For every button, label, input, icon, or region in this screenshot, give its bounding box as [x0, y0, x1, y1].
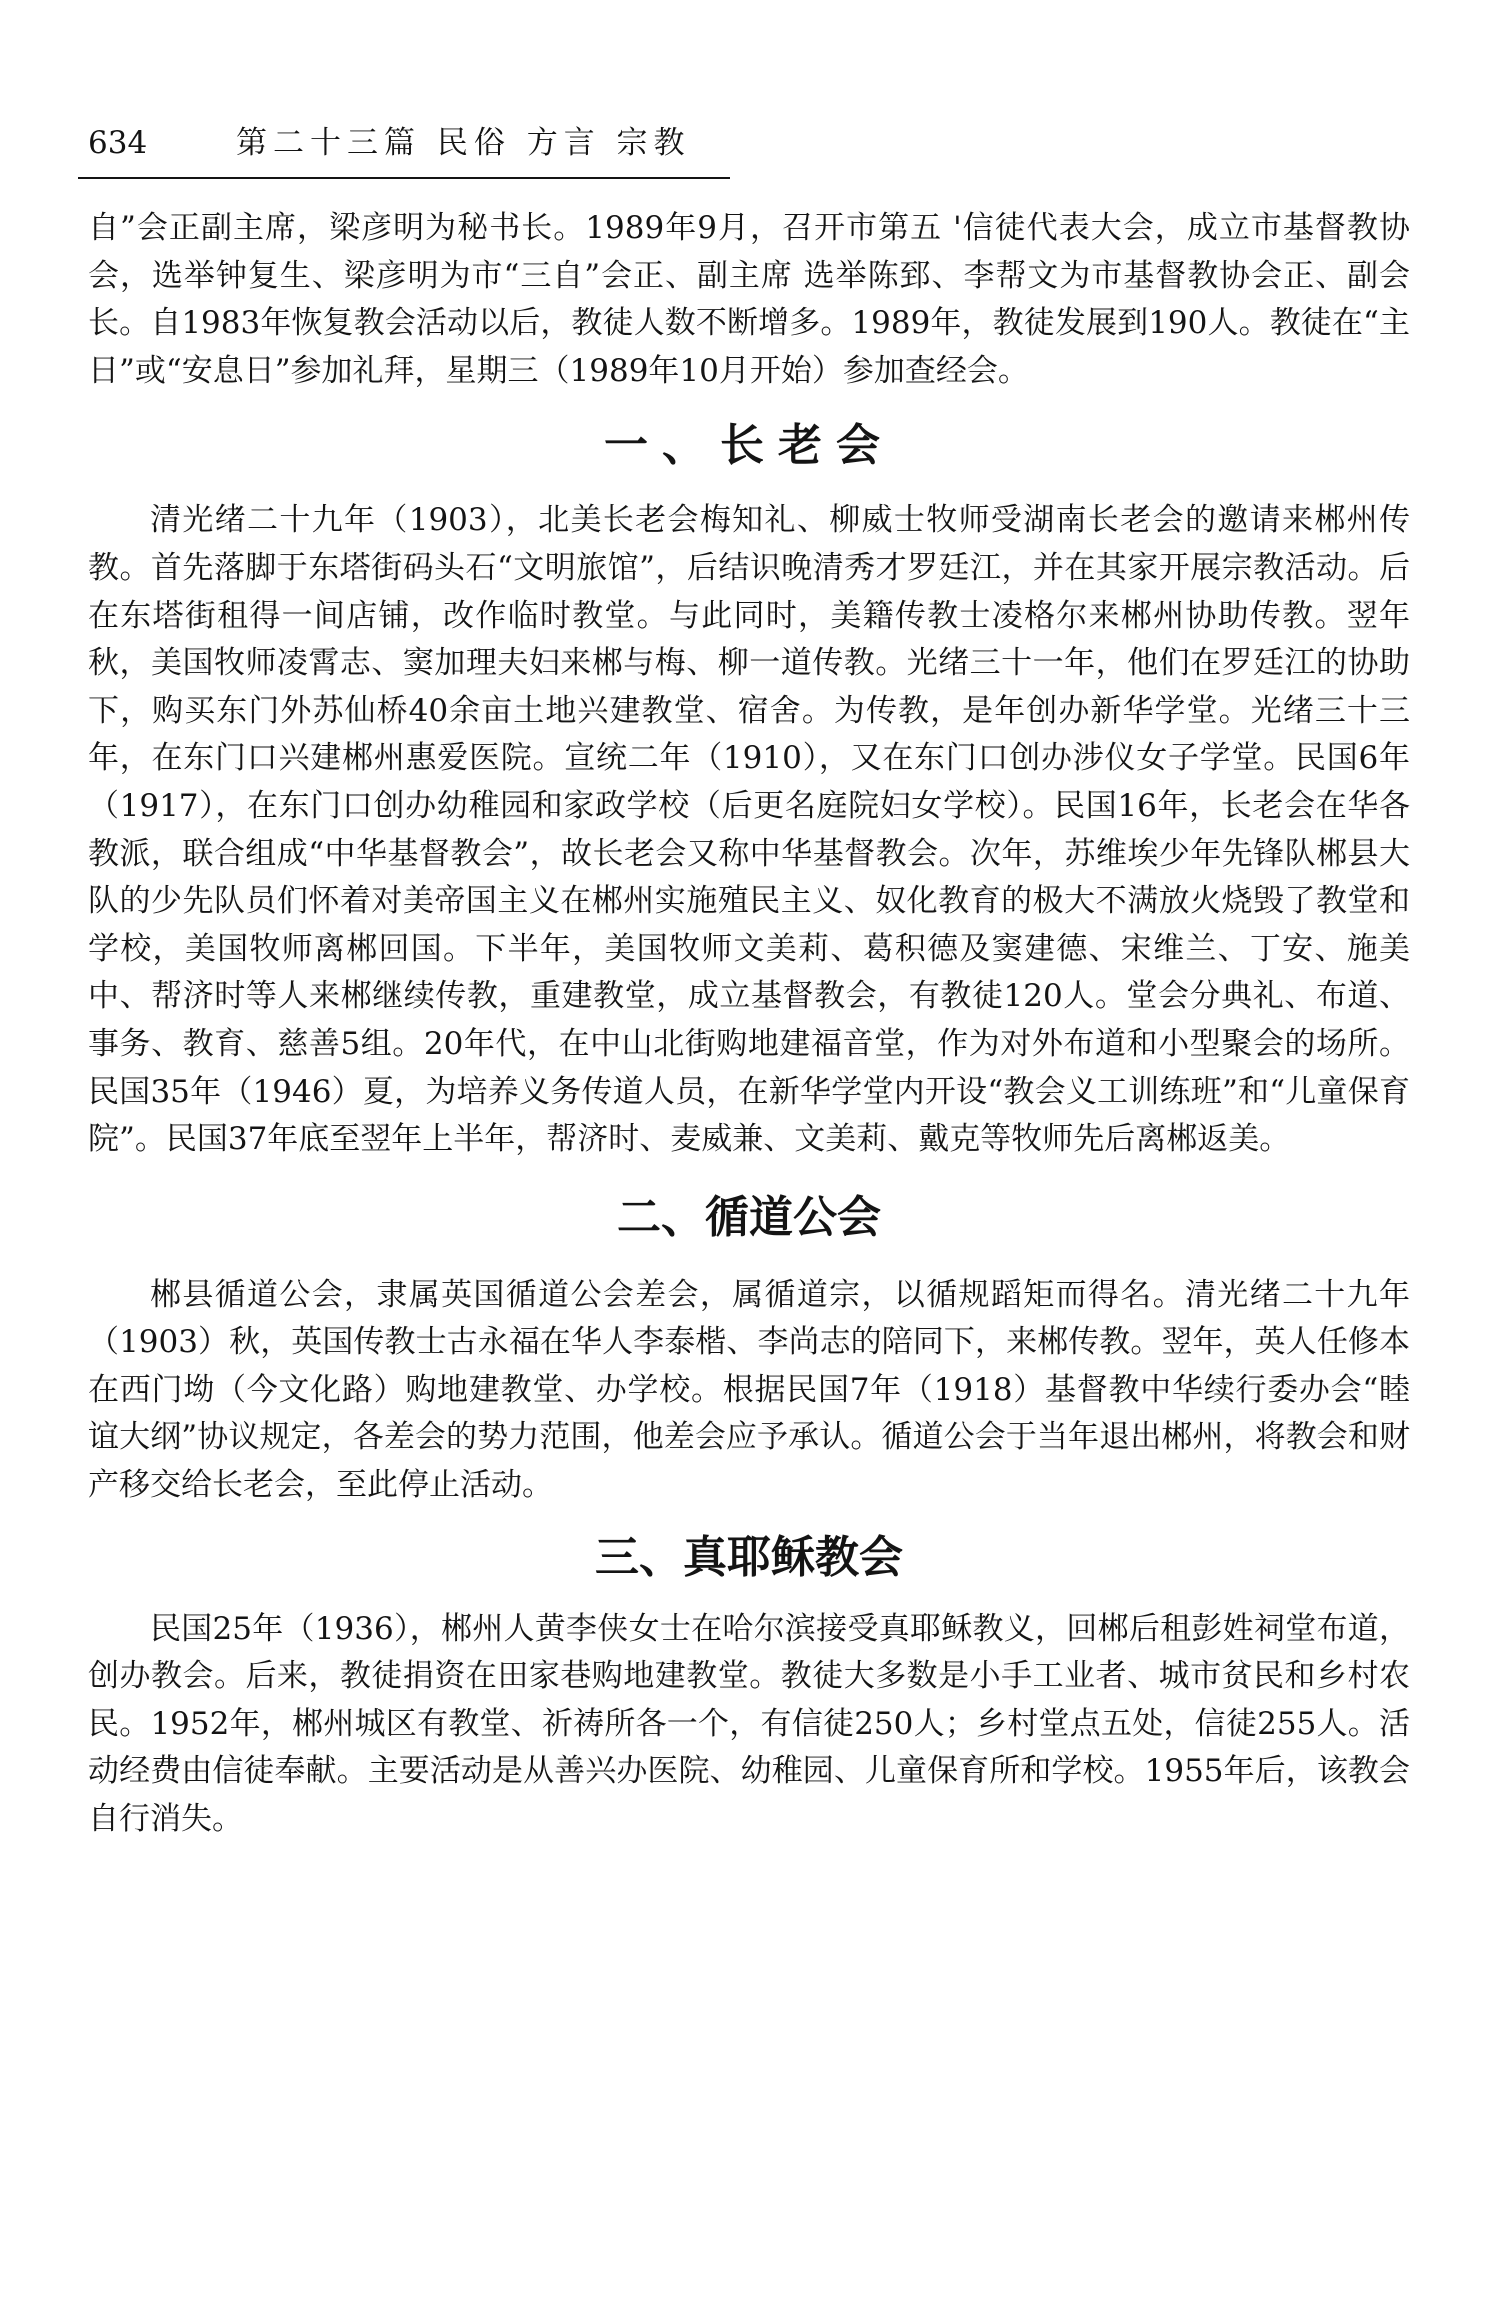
header-rule: [78, 177, 730, 179]
section-heading-presbyterian: 一、长老会: [604, 420, 894, 472]
intro-paragraph: 自”会正副主席，梁彦明为秘书长。1989年9月，召开市第五 '信徒代表大会，成立市基督教协会，选举钟复生、梁彦明为市“三自”会正、副主席 选举陈郅、李帮文为市基督教协会正、副会长。自1983年恢复教会活动以后，教徒人数不断增多。1989年，教徒发展到190人。教徒在“主日”或“安息日”参加礼拜，星期三（1989年10月开始）参加查经会。: [88, 210, 1410, 389]
section-body-presbyterian: 清光绪二十九年（1903），北美长老会梅知礼、柳威士牧师受湖南长老会的邀请来郴州传教。首先落脚于东塔街码头石“文明旅馆”，后结识晚清秀才罗廷江，并在其家开展宗教活动。后在东塔街租得一间店铺，改作临时教堂。与此同时，美籍传教士凌格尔来郴州协助传教。翌年秋，美国牧师凌霄志、窦加理夫妇来郴与梅、柳一道传教。光绪三十一年，他们在罗廷江的协助下，购买东门外苏仙桥40余亩土地兴建教堂、宿舍。为传教，是年创办新华学堂。光绪三十三年，在东门口兴建郴州惠爱医院。宣统二年（1910），又在东门口创办涉仪女子学堂。民国6年（1917），在东门口创办幼稚园和家政学校（后更名庭院妇女学校）。民国16年，长老会在华各教派，联合组成“中华基督教会”，故长老会又称中华基督教会。次年，苏维埃少年先锋队郴县大队的少先队员们怀着对美帝国主义在郴州实施殖民主义、奴化教育的极大不满放火烧毁了教堂和学校，美国牧师离郴回国。下半年，美国牧师文美莉、葛积德及窦建德、宋维兰、丁安、施美中、帮济时等人来郴继续传教，重建教堂，成立基督教会，有教徒120人。堂会分典礼、布道、事务、教育、慈善5组。20年代，在中山北街购地建福音堂，作为对外布道和小型聚会的场所。民国35年（1946）夏，为培养义务传道人员，在新华学堂内开设“教会义工训练班”和“儿童保育院”。民国37年底至翌年上半年，帮济时、麦威兼、文美莉、戴克等牧师先后离郴返美。: [88, 502, 1410, 1158]
chapter-title: 第二十三篇 民俗 方言 宗教: [236, 125, 691, 161]
section-body-true-jesus-church: 民国25年（1936），郴州人黄李侠女士在哈尔滨接受真耶稣教义，回郴后租彭姓祠堂布道，创办教会。后来，教徒捐资在田家巷购地建教堂。教徒大多数是小手工业者、城市贫民和乡村农民。1952年，郴州城区有教堂、祈祷所各一个，有信徒250人；乡村堂点五处，信徒255人。活动经费由信徒奉献。主要活动是从善兴办医院、幼稚园、儿童保育所和学校。1955年后，该教会自行消失。: [88, 1610, 1410, 1838]
section-heading-methodist: 二、循道公会: [617, 1191, 881, 1243]
page-number: 634: [88, 125, 148, 161]
section-heading-true-jesus-church: 三、真耶稣教会: [595, 1531, 903, 1583]
running-header: [88, 120, 728, 166]
page-content: [88, 205, 1410, 1844]
section-body-methodist: 郴县循道公会，隶属英国循道公会差会，属循道宗，以循规蹈矩而得名。清光绪二十九年（1903）秋，英国传教士古永福在华人李泰楷、李尚志的陪同下，来郴传教。翌年，英人任修本在西门坳（今文化路）购地建教堂、办学校。根据民国7年（1918）基督教中华续行委办会“睦谊大纲”协议规定，各差会的势力范围，他差会应予承认。循道公会于当年退出郴州，将教会和财产移交给长老会，至此停止活动。: [88, 1276, 1410, 1504]
